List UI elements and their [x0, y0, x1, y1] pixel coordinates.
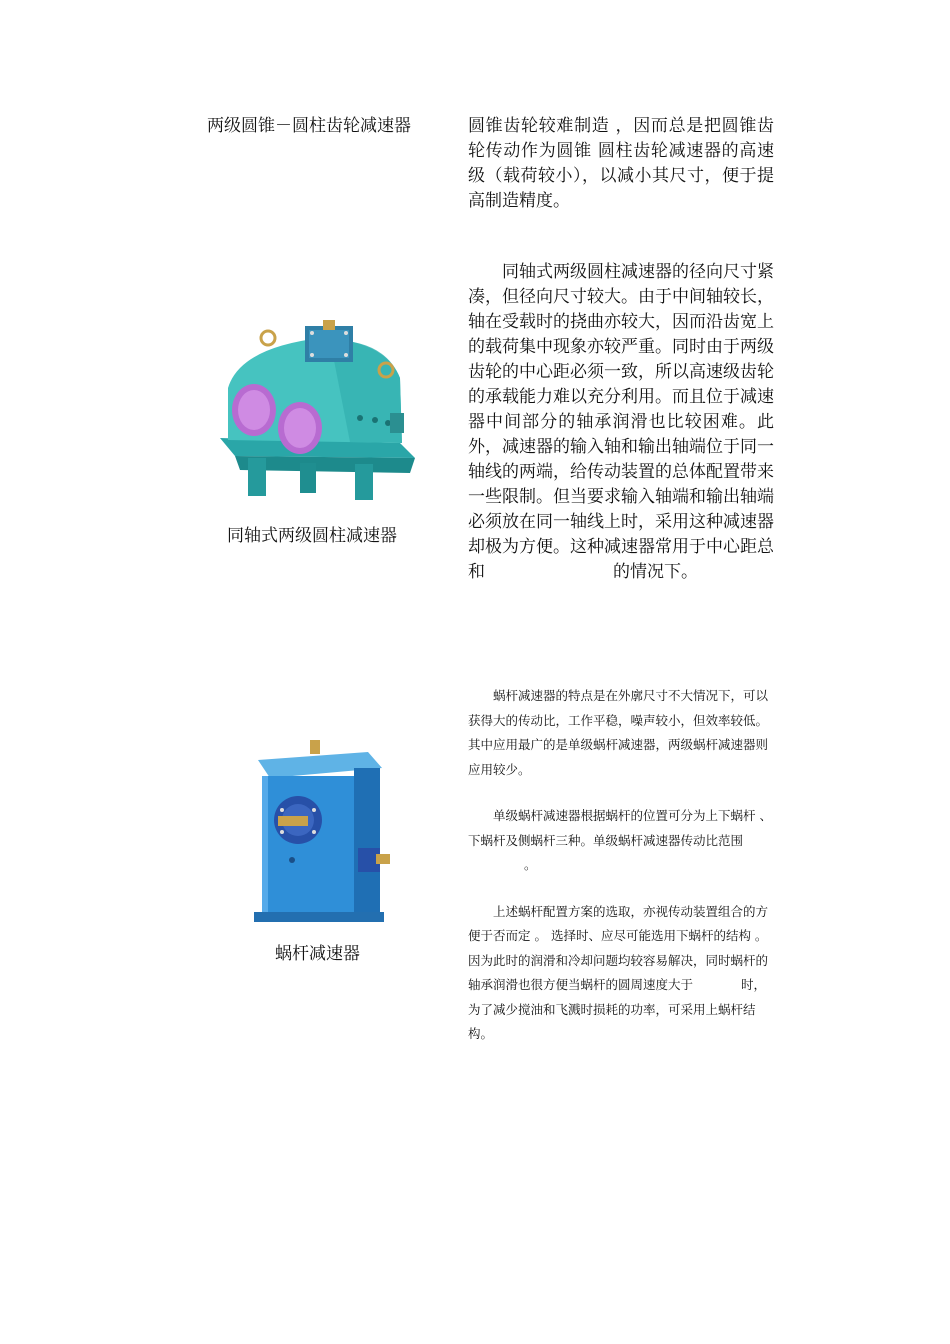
paragraph-worm-1: 蜗杆减速器的特点是在外廓尺寸不大情况下，可以获得大的传动比，工作平稳，噪声较小，但效率较低。其中应用最广的是单级蜗杆减速器，两级蜗杆减速器则应用较少。 — [468, 688, 769, 777]
text-worm — [468, 684, 774, 1069]
caption-bevel-cylindrical-reducer: 两级圆锥－圆柱齿轮减速器 — [207, 116, 411, 136]
paragraph-coaxial-main: 同轴式两级圆柱减速器的径向尺寸紧凑，但径向尺寸较大。由于中间轴较长，轴在受载时的挠曲亦较大，因而沿齿宽上的载荷集中现象亦较严重。同时由于两级齿轮的中心距必须一致，所以高速级齿轮的承载能力难以充分利用。而且位于减速器中间部分的轴承润滑也比较困难。此外，减速器的输入轴和输出轴端位于同一轴线的两端，给传动装置的总体配置带来一些限制。但当要求输入轴端和输出轴端必须放在同一轴线上时，采用这种减速器却极为方便。这种减速器常用于中心距总和 — [468, 262, 774, 582]
text-coaxial — [468, 260, 774, 585]
caption-worm-reducer: 蜗杆减速器 — [275, 944, 360, 964]
paragraph-coaxial-mid: 的 — [613, 562, 630, 582]
text-bevel-cylindrical — [468, 114, 774, 214]
caption-coaxial-reducer: 同轴式两级圆柱减速器 — [227, 526, 397, 546]
paragraph-worm-2b: 。 — [524, 857, 537, 872]
paragraph-worm-2a: 单级蜗杆减速器根据蜗杆的位置可分为上下蜗杆 、 下蜗杆及侧蜗杆三种。单级蜗杆减速器传动比范围 — [468, 808, 772, 848]
paragraph-coaxial-end: 情况下。 — [630, 562, 698, 582]
paragraph-worm-3a: 上述蜗杆配置方案的选取，亦视传动装置组合的方便于否而定 。 选择时、应尽可能选用下蜗杆的结构 。 因为此时的润滑和冷却问题均较容易解决，同时蜗杆的轴承润滑也很方便当蜗杆的圆周速度大于 — [468, 903, 769, 992]
coaxial-reducer-image — [210, 318, 428, 510]
worm-reducer-image — [240, 740, 392, 928]
paragraph-bevel-cylindrical: 圆锥齿轮较难制造 ，因而总是把圆锥齿轮传动作为圆锥 圆柱齿轮减速器的高速级（载荷较小），以减小其尺寸，便于提高制造精度。 — [468, 116, 774, 211]
paragraph-worm-3b: 时，为了减少搅油和飞溅时损耗的功率，可采用上蜗杆结构。 — [468, 977, 767, 1041]
